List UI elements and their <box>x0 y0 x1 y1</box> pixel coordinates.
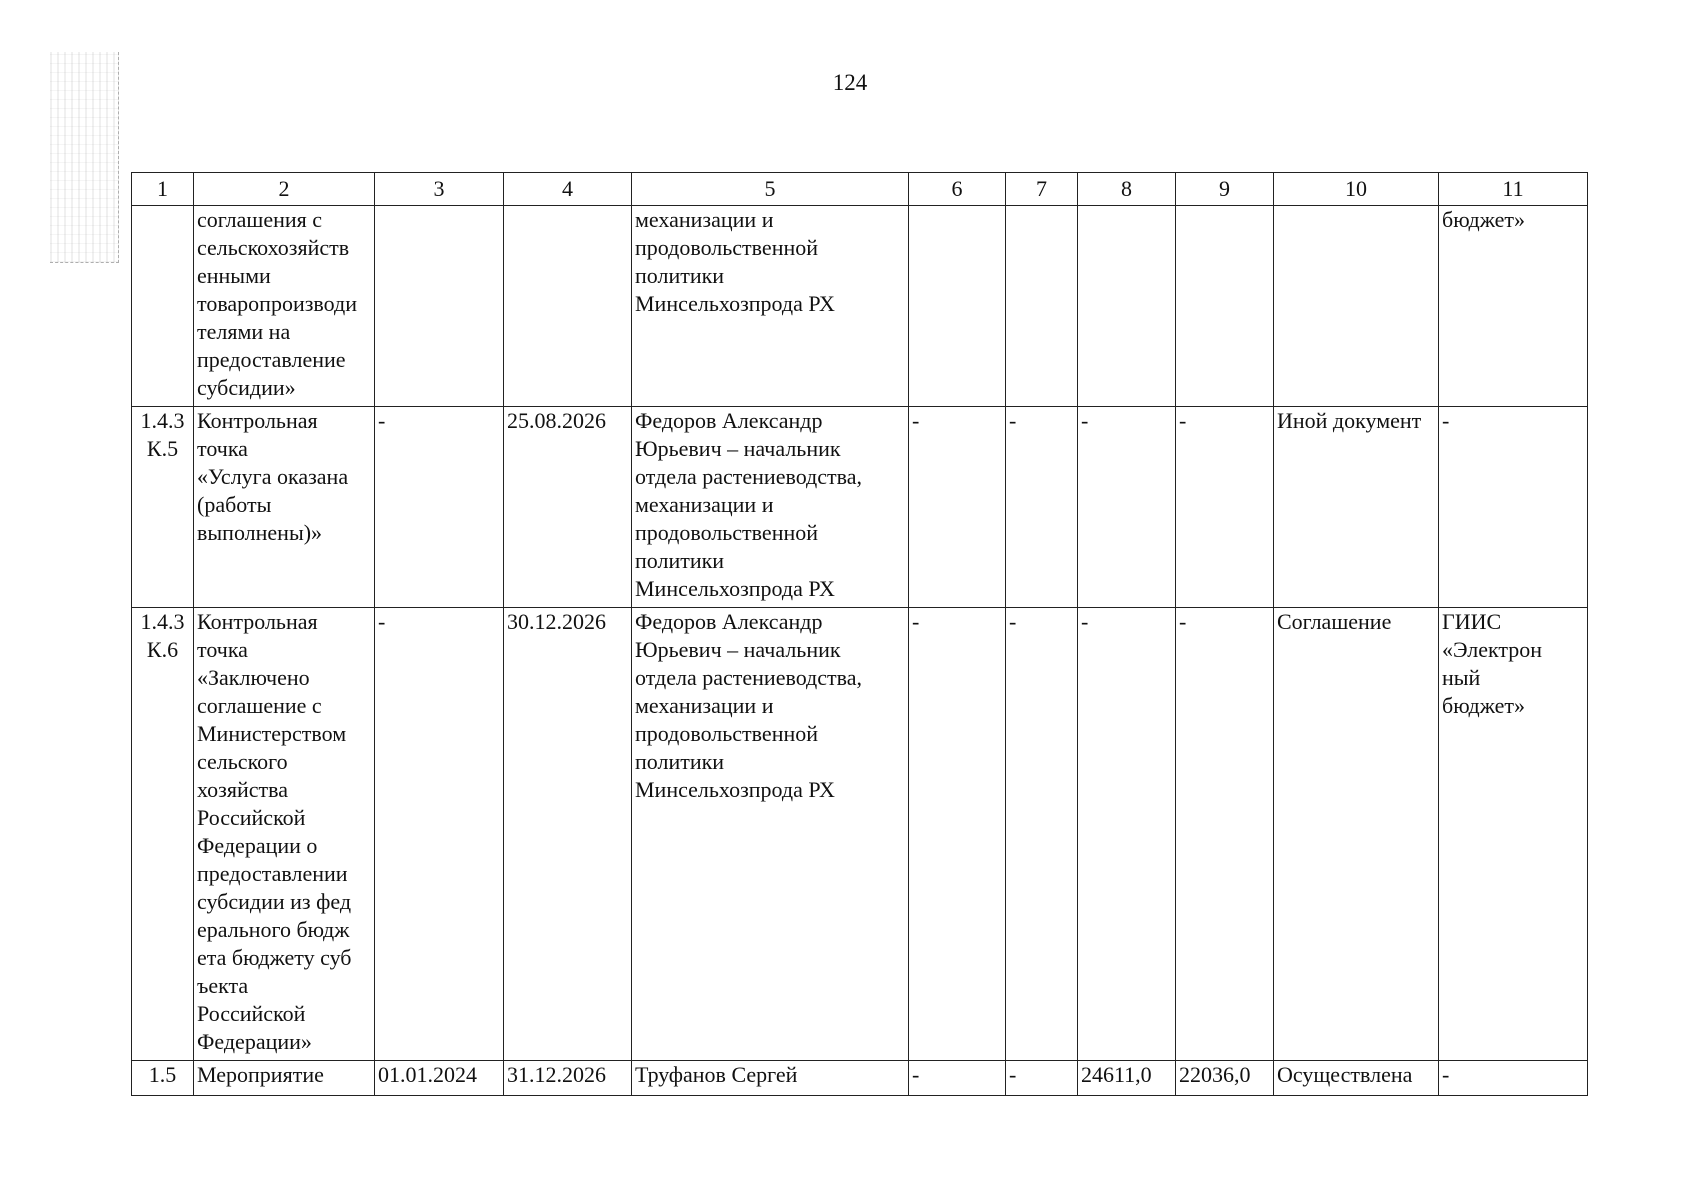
col7-cell: - <box>1006 407 1078 608</box>
column-header: 5 <box>632 173 909 206</box>
col9-cell <box>1176 206 1274 407</box>
col8-cell <box>1078 206 1176 407</box>
end-date-cell: 31.12.2026 <box>504 1061 632 1096</box>
col9-cell: 22036,0 <box>1176 1061 1274 1096</box>
end-date-cell: 30.12.2026 <box>504 608 632 1061</box>
responsible-cell: Федоров Александр Юрьевич – начальник отдела растениеводства, механизации и продовольственной политики Минсельхозпрода РХ <box>632 608 909 1061</box>
col7-cell: - <box>1006 1061 1078 1096</box>
table-row <box>132 407 1588 608</box>
responsible-cell: Федоров Александр Юрьевич – начальник отдела растениеводства, механизации и продовольственной политики Минсельхозпрода РХ <box>632 407 909 608</box>
responsible-cell: Труфанов Сергей <box>632 1061 909 1096</box>
table-row <box>132 608 1588 1061</box>
col8-cell: 24611,0 <box>1078 1061 1176 1096</box>
start-date-cell: - <box>375 608 504 1061</box>
col6-cell <box>909 206 1006 407</box>
document-type-cell: Иной документ <box>1274 407 1439 608</box>
column-header: 10 <box>1274 173 1439 206</box>
end-date-cell: 25.08.2026 <box>504 407 632 608</box>
col9-cell: - <box>1176 608 1274 1061</box>
col8-cell: - <box>1078 608 1176 1061</box>
document-type-cell <box>1274 206 1439 407</box>
table-row <box>132 1061 1588 1096</box>
column-header: 7 <box>1006 173 1078 206</box>
document-type-cell: Соглашение <box>1274 608 1439 1061</box>
column-header: 1 <box>132 173 194 206</box>
col9-cell: - <box>1176 407 1274 608</box>
document-type-cell: Осуществлена <box>1274 1061 1439 1096</box>
column-header: 9 <box>1176 173 1274 206</box>
info-system-cell: - <box>1439 407 1588 608</box>
schedule-table <box>131 172 1588 1096</box>
column-number-row <box>132 173 1588 206</box>
item-number-cell: 1.4.3 К.5 <box>132 407 194 608</box>
item-number-cell: 1.5 <box>132 1061 194 1096</box>
column-header: 11 <box>1439 173 1588 206</box>
item-name-cell: Контрольная точка «Услуга оказана (работы выполнены)» <box>194 407 375 608</box>
table-row <box>132 206 1588 407</box>
column-header: 6 <box>909 173 1006 206</box>
item-number-cell <box>132 206 194 407</box>
item-number-cell: 1.4.3 К.6 <box>132 608 194 1061</box>
col6-cell: - <box>909 1061 1006 1096</box>
end-date-cell <box>504 206 632 407</box>
responsible-cell: механизации и продовольственной политики Минсельхозпрода РХ <box>632 206 909 407</box>
info-system-cell: - <box>1439 1061 1588 1096</box>
item-name-cell: соглашения с сельскохозяйств енными товаропроизводи телями на предоставление субсидии» <box>194 206 375 407</box>
page-number: 124 <box>832 70 868 95</box>
start-date-cell <box>375 206 504 407</box>
start-date-cell: - <box>375 407 504 608</box>
item-name-cell: Контрольная точка «Заключено соглашение с Министерством сельского хозяйства Российской Федерации о предоставлении субсидии из фед ерального бюдж ета бюджету суб ъекта Российской Федерации» <box>194 608 375 1061</box>
col8-cell: - <box>1078 407 1176 608</box>
item-name-cell: Мероприятие <box>194 1061 375 1096</box>
col6-cell: - <box>909 608 1006 1061</box>
column-header: 2 <box>194 173 375 206</box>
column-header: 3 <box>375 173 504 206</box>
column-header: 4 <box>504 173 632 206</box>
col7-cell <box>1006 206 1078 407</box>
col7-cell: - <box>1006 608 1078 1061</box>
archive-stamp <box>50 52 119 263</box>
info-system-cell: бюджет» <box>1439 206 1588 407</box>
col6-cell: - <box>909 407 1006 608</box>
column-header: 8 <box>1078 173 1176 206</box>
info-system-cell: ГИИС «Электрон ный бюджет» <box>1439 608 1588 1061</box>
start-date-cell: 01.01.2024 <box>375 1061 504 1096</box>
